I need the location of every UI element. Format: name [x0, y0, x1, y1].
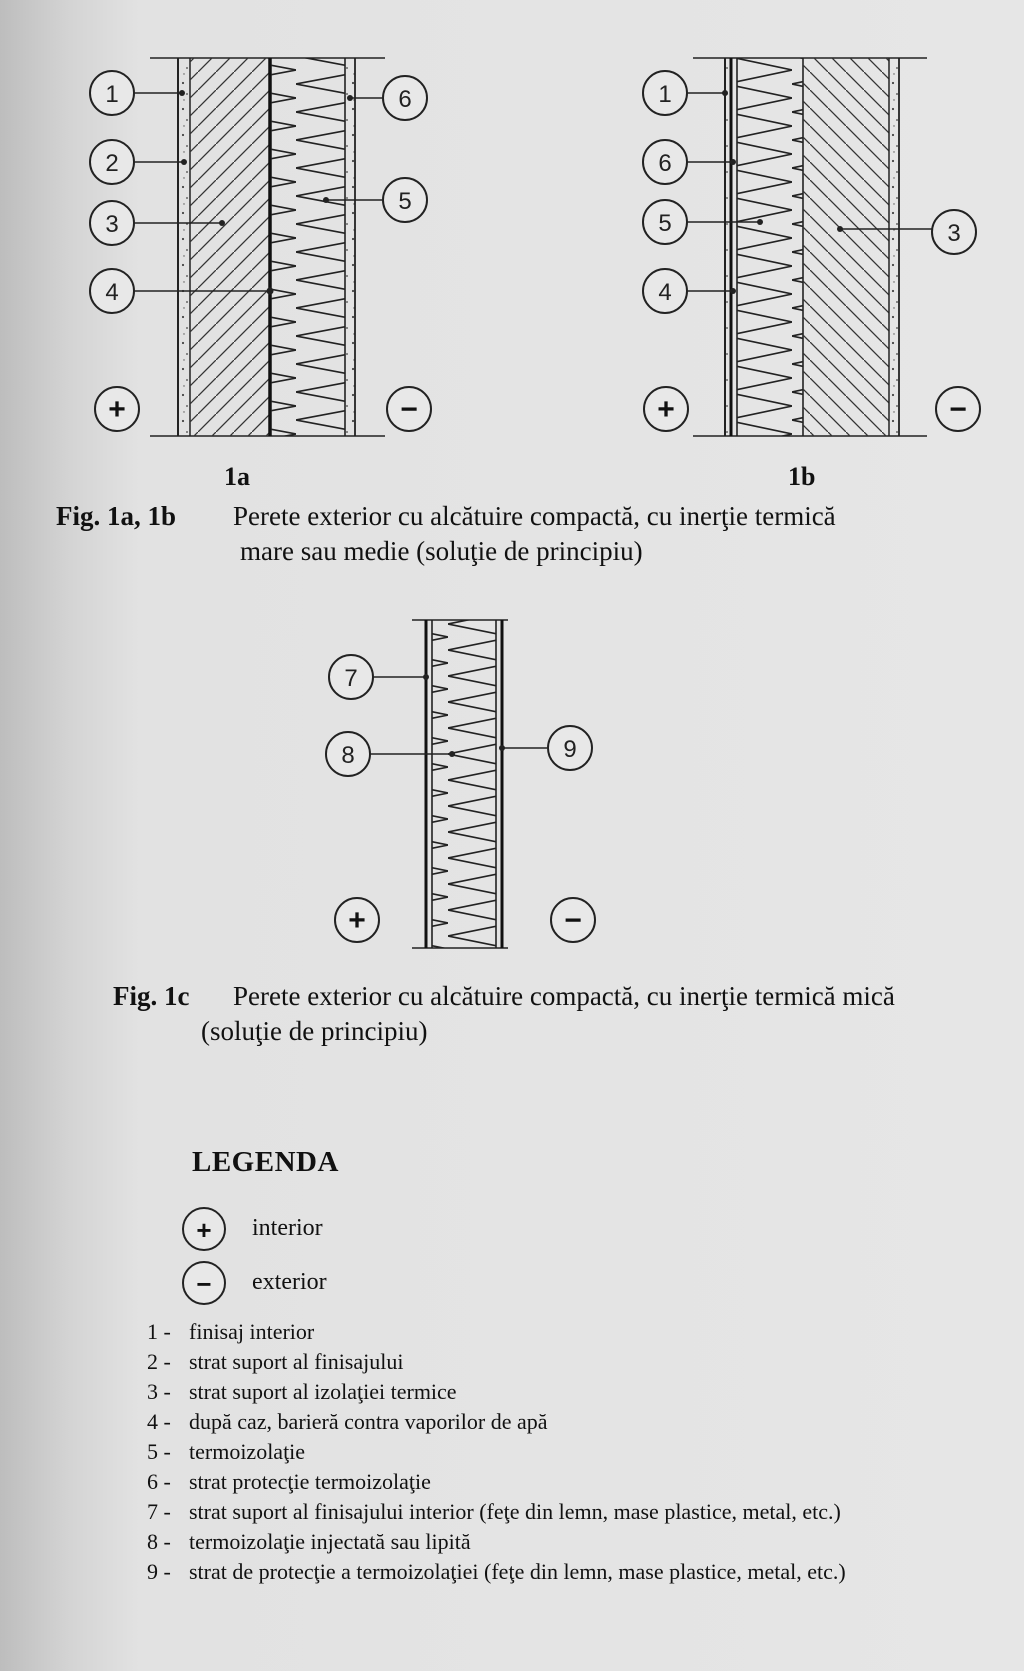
- svg-text:2: 2: [105, 150, 119, 177]
- layer-plaster-1a: [178, 58, 190, 436]
- svg-text:5: 5: [658, 210, 672, 237]
- layer-masonry-1b: [803, 58, 889, 436]
- svg-text:7: 7: [344, 665, 358, 692]
- legend-item: 9 - strat de protecţie a termoizolaţiei (feţe din lemn, mase plastice, metal, etc.): [147, 1559, 846, 1584]
- svg-text:4: 4: [105, 279, 119, 306]
- callout-circle-1a-2: [90, 140, 134, 184]
- caption-fig1c-line1: Perete exterior cu alcătuire compactă, cu inerţie termică mică: [233, 981, 895, 1011]
- legend-item: 7 - strat suport al finisajului interior (feţe din lemn, mase plastice, metal, etc.): [147, 1499, 841, 1524]
- legend-title: LEGENDA: [192, 1146, 339, 1178]
- layer-protection-1c: [496, 620, 502, 948]
- svg-text:+: +: [657, 393, 675, 426]
- caption-fig1ab-label: Fig. 1a, 1b: [56, 501, 177, 531]
- svg-text:6: 6: [398, 86, 412, 113]
- wall-section-1b: [693, 58, 927, 436]
- callout-circle-1b-1: [643, 71, 687, 115]
- svg-text:3: 3: [947, 220, 961, 247]
- callout-circle-1a-5: [383, 178, 427, 222]
- callout-circle-1a-6: [383, 76, 427, 120]
- svg-text:1: 1: [105, 81, 119, 108]
- svg-text:1: 1: [658, 81, 672, 108]
- callout-circle-1c-7: [329, 655, 373, 699]
- svg-text:+: +: [108, 393, 126, 426]
- svg-text:−: −: [400, 393, 418, 426]
- callout-circle-1b-6: [643, 140, 687, 184]
- callout-circle-1b-3: [932, 210, 976, 254]
- callout-circle-1a-3: [90, 201, 134, 245]
- svg-text:3: 3: [105, 211, 119, 238]
- legend-exterior-label: exterior: [252, 1269, 327, 1295]
- figure-label-1a: 1a: [224, 462, 250, 491]
- interior-sign-1c: [335, 898, 379, 942]
- legend-item: 2 - strat suport al finisajului: [147, 1349, 404, 1374]
- svg-text:+: +: [348, 904, 366, 937]
- exterior-sign-1c: [551, 898, 595, 942]
- legend-interior-label: interior: [252, 1215, 323, 1241]
- svg-text:+: +: [196, 1215, 212, 1245]
- layer-insulation-1c: [432, 620, 496, 948]
- svg-text:8: 8: [341, 742, 355, 769]
- caption-fig1c-line2: (soluţie de principiu): [201, 1016, 428, 1046]
- interior-sign-1b: [644, 387, 688, 431]
- legend-interior-symbol: [183, 1208, 225, 1250]
- layer-insulation-1a: [271, 58, 345, 436]
- callout-circle-1c-8: [326, 732, 370, 776]
- svg-text:9: 9: [563, 736, 577, 763]
- figure-label-1b: 1b: [788, 462, 816, 491]
- caption-fig1ab-line1: Perete exterior cu alcătuire compactă, cu inerţie termică: [233, 501, 836, 531]
- svg-text:5: 5: [398, 188, 412, 215]
- layer-insulation-1b: [737, 58, 803, 436]
- callout-circle-1b-4: [643, 269, 687, 313]
- wall-section-1a: [150, 58, 385, 436]
- legend-item: 3 - strat suport al izolaţiei termice: [147, 1379, 457, 1404]
- layer-plaster-1b: [889, 58, 899, 436]
- svg-text:−: −: [196, 1269, 212, 1299]
- wall-section-1c: [412, 620, 508, 948]
- svg-text:−: −: [949, 393, 967, 426]
- callout-circle-1a-4: [90, 269, 134, 313]
- svg-text:4: 4: [658, 279, 672, 306]
- svg-text:6: 6: [658, 150, 672, 177]
- layer-support-1c: [426, 620, 432, 948]
- exterior-sign-1b: [936, 387, 980, 431]
- legend-item: 1 - finisaj interior: [147, 1319, 315, 1344]
- legend-exterior-symbol: [183, 1262, 225, 1304]
- legend-item: 5 - termoizolaţie: [147, 1439, 306, 1464]
- callout-circle-1b-5: [643, 200, 687, 244]
- layer-masonry-1a: [190, 58, 270, 436]
- caption-fig1ab-line2: mare sau medie (soluţie de principiu): [240, 536, 643, 566]
- layer-protection-1a: [345, 58, 355, 436]
- legend-item: 6 - strat protecţie termoizolaţie: [147, 1469, 431, 1494]
- interior-sign-1a: [95, 387, 139, 431]
- legend-item: 8 - termoizolaţie injectată sau lipită: [147, 1529, 471, 1554]
- callout-circle-1c-9: [548, 726, 592, 770]
- legend-item: 4 - după caz, barieră contra vaporilor de apă: [147, 1409, 548, 1434]
- caption-fig1c-label: Fig. 1c: [113, 981, 190, 1011]
- exterior-sign-1a: [387, 387, 431, 431]
- svg-text:−: −: [564, 904, 582, 937]
- callout-circle-1a-1: [90, 71, 134, 115]
